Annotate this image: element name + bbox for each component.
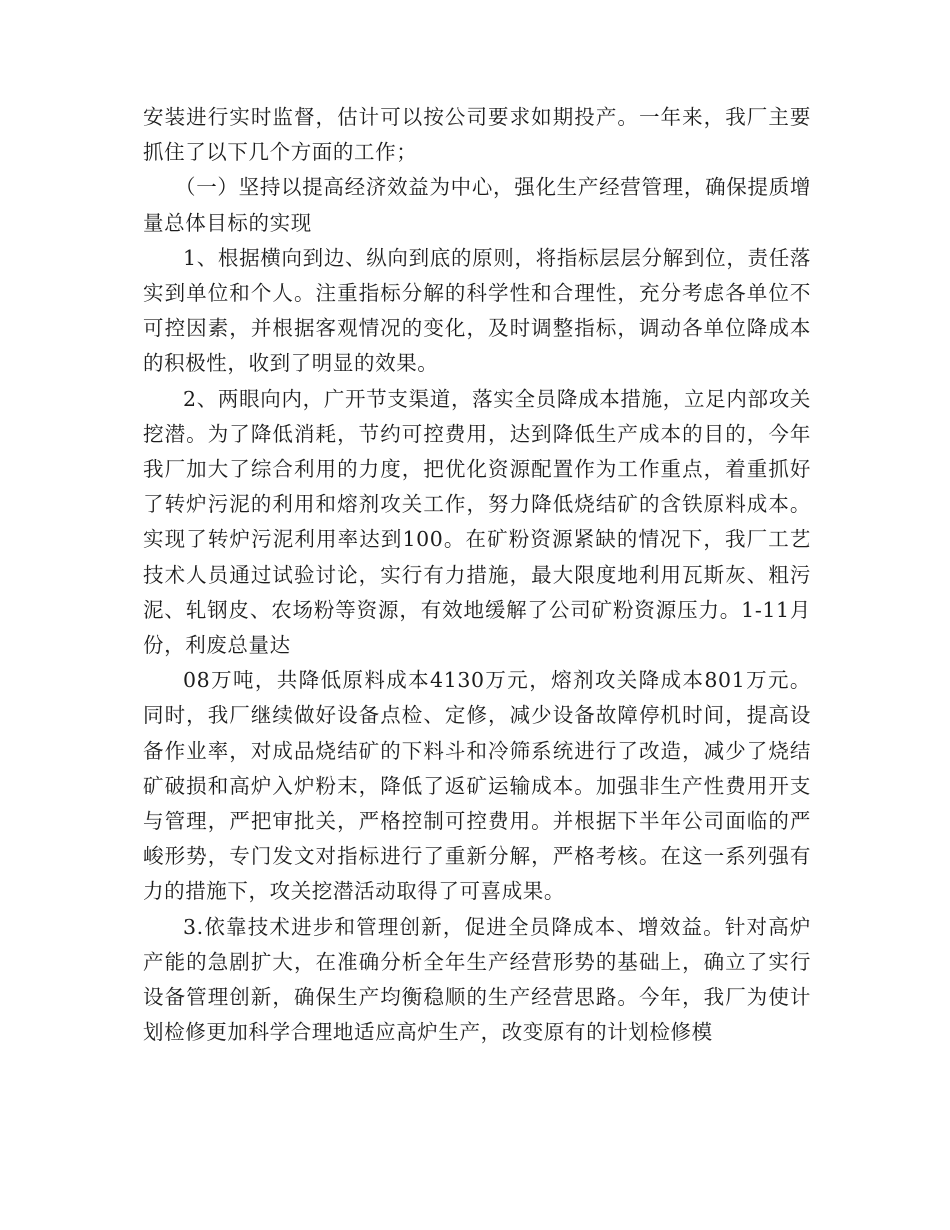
paragraph-item-1: 1、根据横向到边、纵向到底的原则，将指标层层分解到位，责任落实到单位和个人。注重指标分解的科学性和合理性，充分考虑各单位不可控因素，并根据客观情况的变化，及时调整指标，调动各单位降成本的积极性，收到了明显的效果。 (143, 245, 811, 376)
paragraph-item-3: 3.依靠技术进步和管理创新，促进全员降成本、增效益。针对高炉产能的急剧扩大，在准确分析全年生产经营形势的基础上，确立了实行设备管理创新，确保生产均衡稳顺的生产经营思路。今年，我厂为使计划检修更加科学合理地适应高炉生产，改变原有的计划检修模 (143, 914, 811, 1045)
paragraph-intro-continuation: 安装进行实时监督，估计可以按公司要求如期投产。一年来，我厂主要抓住了以下几个方面的工作； (143, 105, 811, 165)
paragraph-item-2-continued: 08万吨，共降低原料成本4130万元，熔剂攻关降成本801万元。同时，我厂继续做好设备点检、定修，减少设备故障停机时间，提高设备作业率，对成品烧结矿的下料斗和冷筛系统进行了改造，减少了烧结矿破损和高炉入炉粉末，降低了返矿运输成本。加强非生产性费用开支与管理，严把审批关，严格控制可控费用。并根据下半年公司面临的严峻形势，专门发文对指标进行了重新分解，严格考核。在这一系列强有力的措施下，攻关挖潜活动取得了可喜成果。 (143, 668, 811, 904)
paragraph-item-2: 2、两眼向内，广开节支渠道，落实全员降成本措施，立足内部攻关挖潜。为了降低消耗，节约可控费用，达到降低生产成本的目的，今年我厂加大了综合利用的力度，把优化资源配置作为工作重点，着重抓好了转炉污泥的利用和熔剂攻关工作，努力降低烧结矿的含铁原料成本。实现了转炉污泥利用率达到100。在矿粉资源紧缺的情况下，我厂工艺技术人员通过试验讨论，实行有力措施，最大限度地利用瓦斯灰、粗污泥、轧钢皮、农场粉等资源，有效地缓解了公司矿粉资源压力。1-11月份，利废总量达 (143, 386, 811, 658)
section-heading: （一）坚持以提高经济效益为中心，强化生产经营管理，确保提质增量总体目标的实现 (143, 175, 811, 235)
document-body (143, 100, 811, 1050)
